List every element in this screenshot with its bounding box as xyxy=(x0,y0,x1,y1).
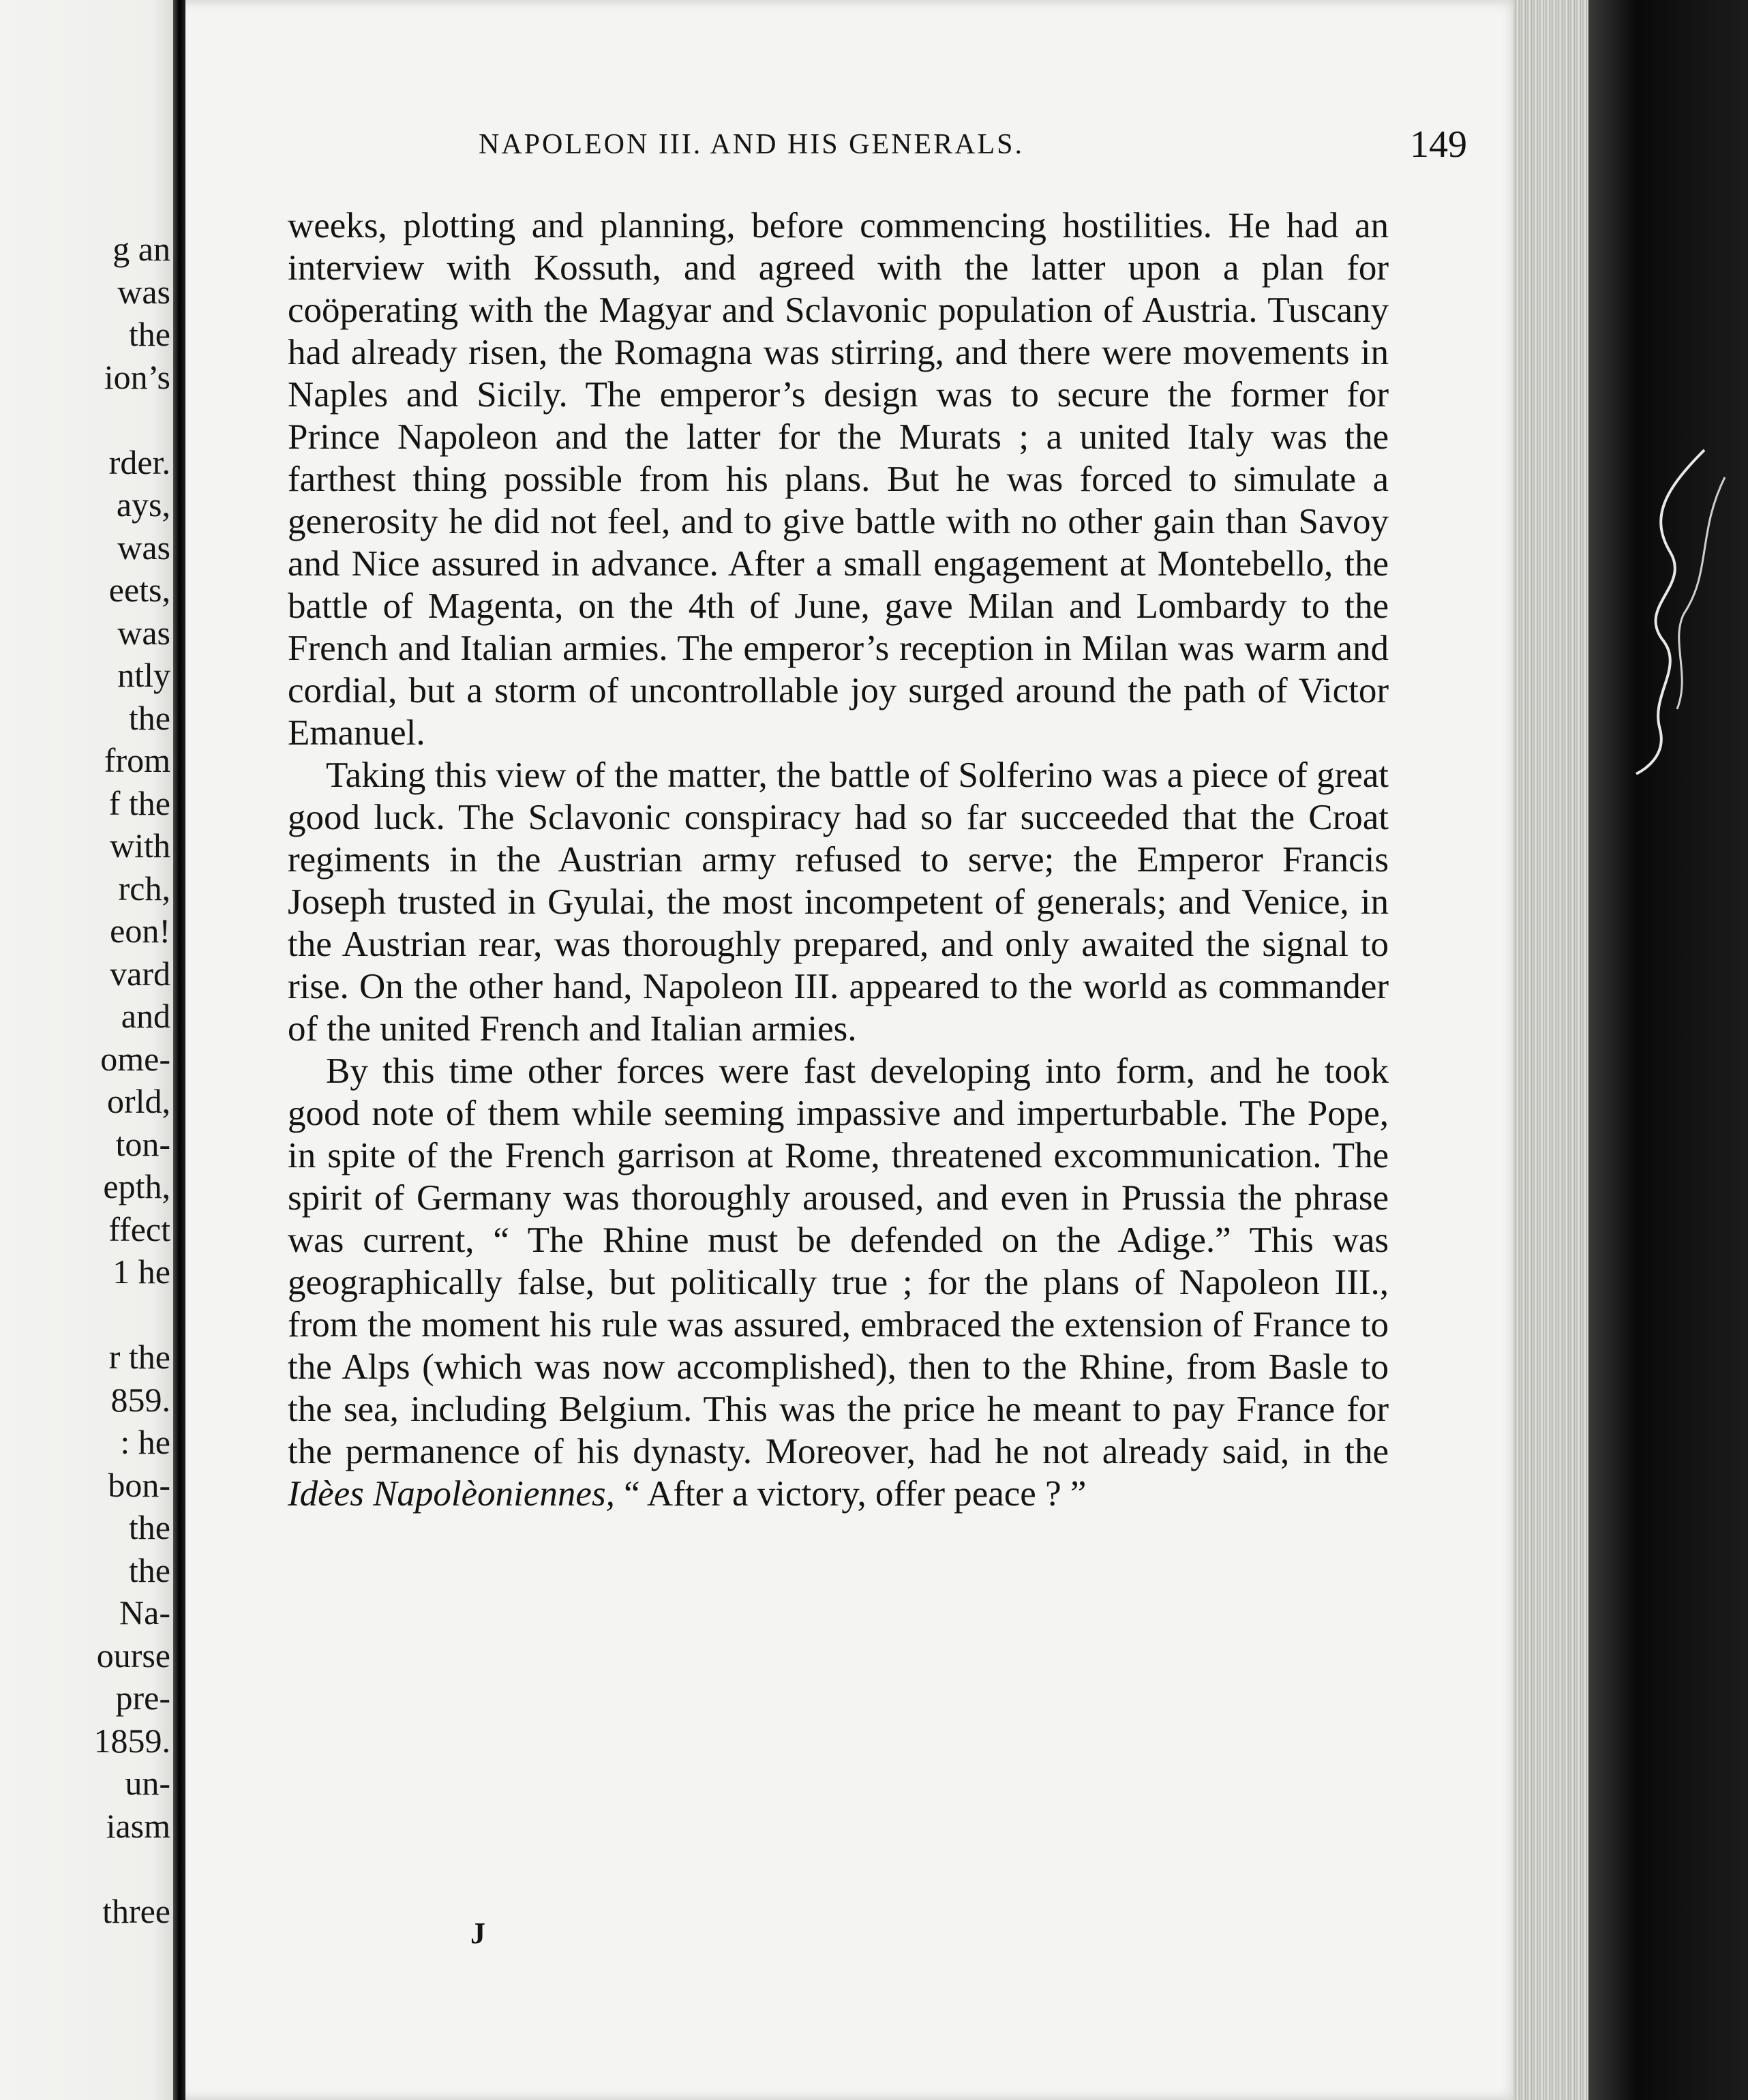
left-page-line: ourse xyxy=(96,1636,170,1675)
left-page-line: eets, xyxy=(108,571,170,609)
loose-thread xyxy=(1623,436,1745,777)
left-page-line: eon! xyxy=(110,912,170,950)
paragraph-3-quote: “ After a victory, offer peace ? ” xyxy=(614,1474,1087,1514)
book-title-italic: Idèes Napolèoniennes, xyxy=(288,1474,615,1514)
left-page-line: was xyxy=(117,613,170,652)
left-page-line: ffect xyxy=(108,1210,170,1248)
book-gutter xyxy=(173,0,187,2100)
left-page-line: bon- xyxy=(108,1465,170,1504)
left-page-line: the xyxy=(128,1508,170,1546)
left-page-line: the xyxy=(128,315,170,353)
paragraph-1: weeks, plotting and planning, before commencing hostilities. He had an interview with Kossuth, and agreed with the latter upon a plan for coöperating with the Magyar and Sclavonic population of Austria. Tuscany had already risen, the Romagna was stirring, and there were movements in Naples and Sicily. The emperor’s design was to secure the former for Prince Napoleon and the latter for the Murats ; a united Italy was the farthest thing possible from his plans. But he was forced to simulate a generosity he did not feel, and to give battle with no other gain than Savoy and Nice assured in advance. After a small engagement at Montebello, the battle of Magenta, on the 4th of June, gave Milan and Lombardy to the French and Italian armies. The emperor’s reception in Milan was warm and cordial, but a storm of uncontrollable joy surged around the path of Victor Emanuel. xyxy=(288,206,1389,753)
left-page-line: with xyxy=(110,826,170,865)
book-cover xyxy=(1588,0,1748,2100)
left-page-line: iasm xyxy=(106,1806,170,1845)
left-page-line: ion’s xyxy=(104,357,170,396)
left-page-line: the xyxy=(128,1550,170,1589)
signature-mark: J xyxy=(470,1917,485,1950)
left-page-line: from xyxy=(104,741,170,779)
page-edges xyxy=(1513,0,1588,2100)
book-page xyxy=(185,0,1522,2100)
running-title: NAPOLEON III. AND HIS GENERALS. xyxy=(479,129,1024,160)
previous-page-fragment xyxy=(0,0,179,2100)
left-page-line: rch, xyxy=(118,869,170,907)
left-page-line: g an xyxy=(112,230,170,268)
left-page-line: un- xyxy=(125,1764,170,1802)
left-page-line: vard xyxy=(110,954,170,993)
left-page-line: r the xyxy=(108,1338,170,1376)
left-page-line: rder. xyxy=(108,442,170,481)
left-page-line: 859. xyxy=(110,1380,170,1419)
left-page-line: ton- xyxy=(115,1124,170,1163)
left-page-line: and xyxy=(121,997,170,1035)
left-page-line: ome- xyxy=(100,1039,170,1078)
left-page-line: Na- xyxy=(119,1593,170,1632)
left-page-line: the xyxy=(128,698,170,737)
paragraph-3-text: By this time other forces were fast developing into form, and he took good note of them while seeming impassive and imperturbable. The Pope, in spite of the French garrison at Rome, threatened excommunication. The spirit of Germany was thoroughly aroused, and even in Prussia the phrase was current, “ The Rhine must be defended on the Adige.” This was geographically false, but politically true ; for the plans of Napoleon III., from the moment his rule was assured, embraced the extension of France to the Alps (which was now accomplished), then to the Rhine, from Basle to the sea, including Belgium. This was the price he meant to pay France for the permanence of his dynasty. Moreover, had he not already said, in the xyxy=(288,1051,1389,1471)
left-page-line: orld, xyxy=(106,1082,170,1120)
body-text xyxy=(288,205,1389,1515)
left-page-line: was xyxy=(117,528,170,567)
left-page-line: three xyxy=(102,1891,170,1930)
left-page-line: was xyxy=(117,272,170,311)
left-page-line: f the xyxy=(108,783,170,822)
left-page-line: 1 he xyxy=(112,1252,170,1291)
page-number: 149 xyxy=(1410,123,1467,166)
paragraph-3 xyxy=(288,1050,1389,1515)
left-page-line: ntly xyxy=(117,656,170,694)
left-page-line: : he xyxy=(120,1423,170,1461)
left-page-line: pre- xyxy=(115,1679,170,1717)
running-head xyxy=(479,123,1488,170)
left-page-line: epth, xyxy=(103,1167,170,1205)
left-page-line: ays, xyxy=(116,485,170,524)
paragraph-2: Taking this view of the matter, the battle of Solferino was a piece of great good luck. The Sclavonic conspiracy had so far succeeded that the Croat regiments in the Austrian army refused to serve; the Emperor Francis Joseph trusted in Gyulai, the most incompetent of generals; and Venice, in the Austrian rear, was thoroughly prepared, and only awaited the signal to rise. On the other hand, Napoleon III. appeared to the world as commander of the united French and Italian armies. xyxy=(288,755,1389,1049)
left-page-line: 1859. xyxy=(93,1721,170,1760)
